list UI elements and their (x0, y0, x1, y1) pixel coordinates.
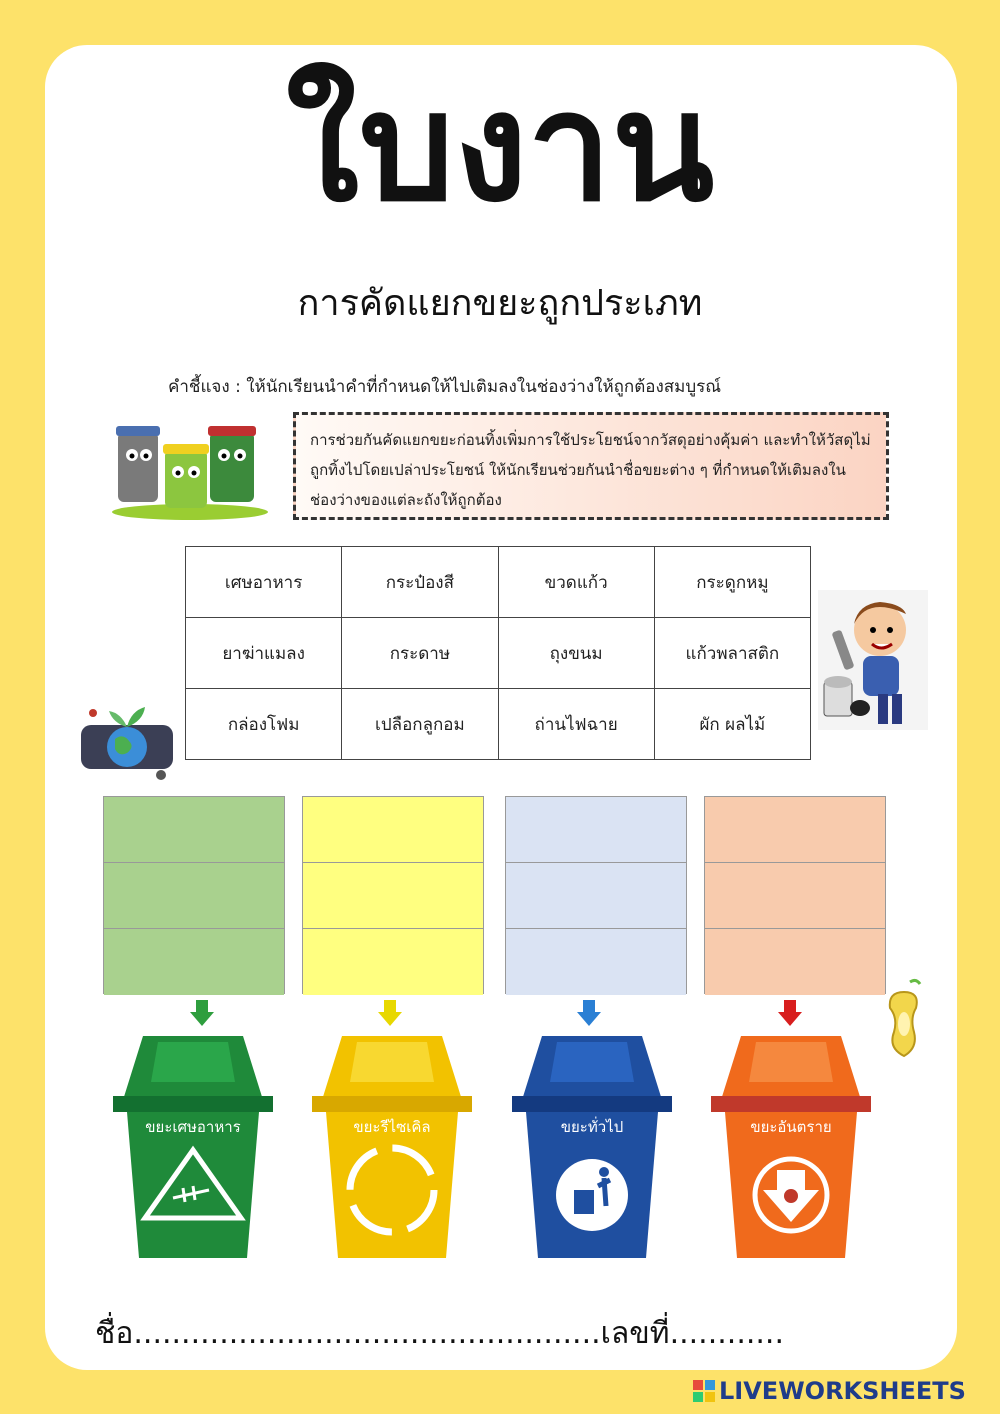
note-box: การช่วยกันคัดแยกขยะก่อนทิ้งเพิ่มการใช้ประโยชน์จากวัสดุอย่างคุ้มค่า และทำให้วัสดุไม่ถูกทิ้งไปโดยเปล่าประโยชน์ ให้นักเรียนช่วยกันนำชื่อขยะต่าง ๆ ที่กำหนดให้เติมลงในช่องว่างของแต่ละถังให้ถูกต้อง (293, 412, 889, 520)
green-bin-icon (113, 1030, 273, 1265)
word-cell: เปลือกลูกอม (342, 689, 498, 760)
boy-throwing-trash-illustration (818, 590, 928, 730)
logo-text: LIVEWORKSHEETS (719, 1377, 966, 1405)
blue-bin-icon (512, 1030, 672, 1265)
word-cell: ผัก ผลไม้ (654, 689, 810, 760)
word-cell: กล่องโฟม (186, 689, 342, 760)
arrow-down-icon (778, 1000, 802, 1026)
word-cell: กระดูกหมู (654, 547, 810, 618)
instruction-text: คำชี้แจง : ให้นักเรียนนำคำที่กำหนดให้ไปเติมลงในช่องว่างให้ถูกต้องสมบูรณ์ (168, 377, 722, 397)
page-subtitle: การคัดแยกขยะถูกประเภท (297, 283, 703, 324)
table-row (186, 618, 811, 689)
word-cell: ขวดแก้ว (498, 547, 654, 618)
cartoon-bins-illustration (110, 420, 270, 520)
bin-label: ขยะอันตราย (750, 1118, 832, 1136)
answer-box[interactable] (303, 797, 483, 863)
word-cell: ยาฆ่าแมลง (186, 618, 342, 689)
liveworksheets-logo (693, 1378, 966, 1404)
answer-box[interactable] (506, 863, 686, 929)
earth-illustration (75, 695, 180, 785)
bin-label: ขยะรีไซเคิล (353, 1118, 431, 1136)
answer-box[interactable] (705, 797, 885, 863)
answer-box[interactable] (506, 797, 686, 863)
bin-label: ขยะทั่วไป (560, 1118, 624, 1136)
yellow-bin-icon (312, 1030, 472, 1265)
orange-bin-icon (711, 1030, 871, 1265)
word-cell: กระดาษ (342, 618, 498, 689)
word-cell: กระป๋องสี (342, 547, 498, 618)
table-row (186, 689, 811, 760)
answer-box[interactable] (303, 863, 483, 929)
answer-box[interactable] (104, 929, 284, 995)
page-title: ใบงาน (285, 61, 715, 235)
answer-box[interactable] (506, 929, 686, 995)
answer-column-hazardous (704, 796, 886, 994)
liveworksheets-logo-icon (693, 1380, 715, 1402)
name-number-line: ชื่อ.................................................เลขที่............ (95, 1316, 785, 1351)
bin-label: ขยะเศษอาหาร (145, 1118, 241, 1136)
answer-box[interactable] (104, 797, 284, 863)
word-table (185, 546, 811, 760)
answer-box[interactable] (705, 863, 885, 929)
answer-box[interactable] (705, 929, 885, 995)
answer-box[interactable] (303, 929, 483, 995)
arrow-down-icon (190, 1000, 214, 1026)
answer-column-recycle (302, 796, 484, 994)
arrow-down-icon (577, 1000, 601, 1026)
word-cell: ถุงขนม (498, 618, 654, 689)
table-row (186, 547, 811, 618)
answer-column-food (103, 796, 285, 994)
answer-column-general (505, 796, 687, 994)
word-cell: แก้วพลาสติก (654, 618, 810, 689)
arrow-down-icon (378, 1000, 402, 1026)
answer-box[interactable] (104, 863, 284, 929)
word-cell: ถ่านไฟฉาย (498, 689, 654, 760)
apple-core-illustration (880, 978, 930, 1063)
word-cell: เศษอาหาร (186, 547, 342, 618)
